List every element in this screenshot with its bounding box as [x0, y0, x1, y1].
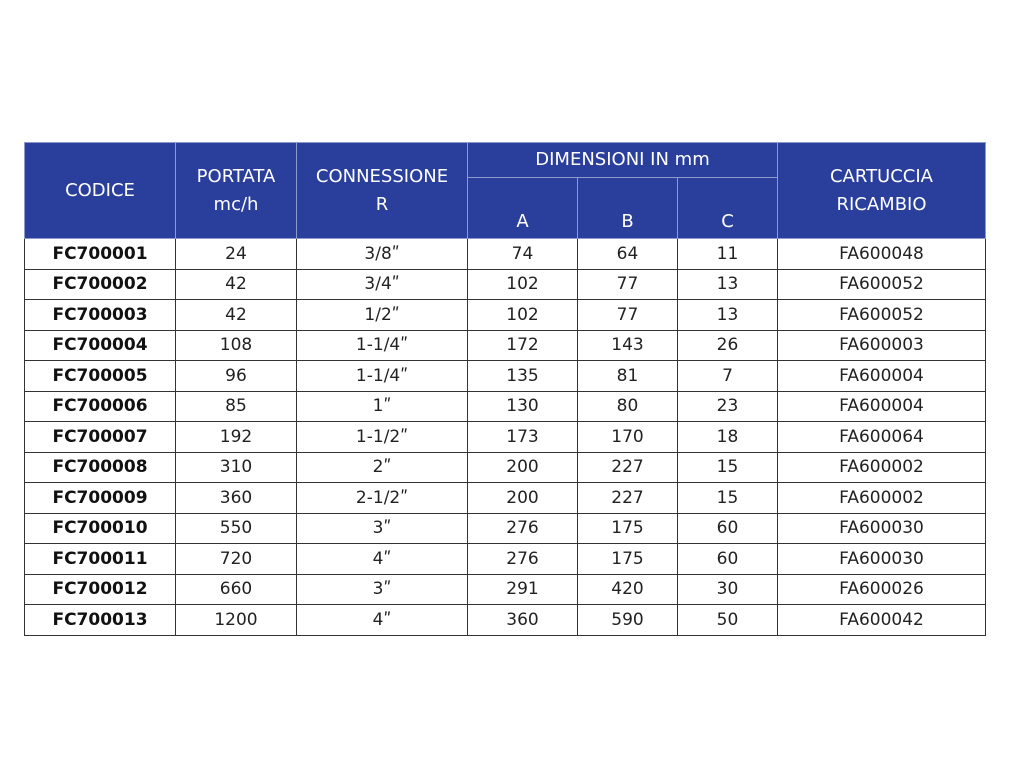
header-dim-b: B [578, 178, 678, 239]
cell-dim-c: 7 [678, 361, 778, 392]
cell-portata: 85 [176, 391, 297, 422]
header-cartuccia [778, 143, 986, 239]
cell-cartuccia: FA600030 [778, 513, 986, 544]
cell-connessione: 1ʺ [297, 391, 468, 422]
table-row [25, 269, 986, 300]
cell-dim-b: 64 [578, 239, 678, 270]
cell-connessione: 2ʺ [297, 452, 468, 483]
cell-codice: FC700011 [25, 544, 176, 575]
table-row [25, 513, 986, 544]
cell-cartuccia: FA600002 [778, 452, 986, 483]
cell-connessione: 1-1/2ʺ [297, 422, 468, 453]
cell-dim-c: 23 [678, 391, 778, 422]
cell-cartuccia: FA600052 [778, 300, 986, 331]
cell-connessione: 3/8ʺ [297, 239, 468, 270]
cell-cartuccia: FA600003 [778, 330, 986, 361]
cell-dim-a: 102 [468, 300, 578, 331]
cell-codice: FC700002 [25, 269, 176, 300]
cell-dim-c: 15 [678, 452, 778, 483]
cell-connessione: 3ʺ [297, 513, 468, 544]
cell-codice: FC700008 [25, 452, 176, 483]
header-dim-a: A [468, 178, 578, 239]
header-portata [176, 143, 297, 239]
cell-codice: FC700004 [25, 330, 176, 361]
cell-connessione: 4ʺ [297, 544, 468, 575]
cell-dim-b: 227 [578, 483, 678, 514]
cell-portata: 660 [176, 574, 297, 605]
table-row [25, 361, 986, 392]
cell-dim-a: 74 [468, 239, 578, 270]
cell-dim-a: 276 [468, 544, 578, 575]
cell-dim-b: 77 [578, 300, 678, 331]
table-row [25, 422, 986, 453]
cell-connessione: 3ʺ [297, 574, 468, 605]
cell-codice: FC700013 [25, 605, 176, 636]
header-cartuccia-line1: CARTUCCIA [829, 165, 933, 187]
header-connessione-line1: CONNESSIONE [315, 165, 449, 187]
cell-portata: 550 [176, 513, 297, 544]
table-row [25, 452, 986, 483]
cell-cartuccia: FA600004 [778, 391, 986, 422]
header-portata-line2: mc/h [213, 193, 259, 215]
cell-codice: FC700006 [25, 391, 176, 422]
cell-portata: 96 [176, 361, 297, 392]
cell-cartuccia: FA600030 [778, 544, 986, 575]
cell-cartuccia: FA600064 [778, 422, 986, 453]
cell-portata: 42 [176, 269, 297, 300]
header-dim-c: C [678, 178, 778, 239]
header-connessione-line2: R [375, 193, 389, 215]
cell-dim-c: 18 [678, 422, 778, 453]
cell-dim-c: 26 [678, 330, 778, 361]
table-row [25, 391, 986, 422]
table-row [25, 300, 986, 331]
cell-dim-a: 102 [468, 269, 578, 300]
cell-dim-c: 50 [678, 605, 778, 636]
cell-codice: FC700001 [25, 239, 176, 270]
cell-dim-c: 60 [678, 513, 778, 544]
cell-dim-c: 11 [678, 239, 778, 270]
cell-dim-c: 60 [678, 544, 778, 575]
cell-connessione: 1-1/4ʺ [297, 361, 468, 392]
table-row [25, 574, 986, 605]
cell-dim-b: 227 [578, 452, 678, 483]
cell-cartuccia: FA600002 [778, 483, 986, 514]
cell-dim-b: 81 [578, 361, 678, 392]
header-cartuccia-line2: RICAMBIO [836, 193, 927, 215]
table-row [25, 483, 986, 514]
cell-portata: 108 [176, 330, 297, 361]
cell-dim-c: 13 [678, 300, 778, 331]
cell-dim-b: 420 [578, 574, 678, 605]
cell-portata: 1200 [176, 605, 297, 636]
cell-connessione: 2-1/2ʺ [297, 483, 468, 514]
cell-dim-a: 130 [468, 391, 578, 422]
cell-codice: FC700005 [25, 361, 176, 392]
table-header [25, 143, 986, 239]
cell-dim-a: 173 [468, 422, 578, 453]
cell-portata: 192 [176, 422, 297, 453]
cell-connessione: 3/4ʺ [297, 269, 468, 300]
table-body [25, 239, 986, 636]
cell-cartuccia: FA600026 [778, 574, 986, 605]
cell-portata: 24 [176, 239, 297, 270]
product-spec-table [24, 142, 986, 636]
table-row [25, 239, 986, 270]
cell-dim-b: 175 [578, 544, 678, 575]
cell-codice: FC700010 [25, 513, 176, 544]
header-connessione [297, 143, 468, 239]
cell-dim-b: 170 [578, 422, 678, 453]
cell-dim-a: 135 [468, 361, 578, 392]
cell-dim-a: 360 [468, 605, 578, 636]
header-portata-line1: PORTATA [196, 165, 276, 187]
cell-dim-a: 200 [468, 452, 578, 483]
cell-dim-b: 175 [578, 513, 678, 544]
cell-dim-b: 77 [578, 269, 678, 300]
cell-dim-c: 15 [678, 483, 778, 514]
cell-codice: FC700012 [25, 574, 176, 605]
cell-codice: FC700007 [25, 422, 176, 453]
cell-dim-a: 200 [468, 483, 578, 514]
cell-portata: 360 [176, 483, 297, 514]
cell-cartuccia: FA600048 [778, 239, 986, 270]
cell-dim-b: 143 [578, 330, 678, 361]
table-row [25, 330, 986, 361]
cell-codice: FC700009 [25, 483, 176, 514]
cell-dim-b: 80 [578, 391, 678, 422]
header-codice: CODICE [25, 143, 176, 239]
cell-portata: 720 [176, 544, 297, 575]
cell-codice: FC700003 [25, 300, 176, 331]
cell-dim-a: 172 [468, 330, 578, 361]
cell-connessione: 4ʺ [297, 605, 468, 636]
cell-connessione: 1/2ʺ [297, 300, 468, 331]
cell-cartuccia: FA600004 [778, 361, 986, 392]
cell-dim-b: 590 [578, 605, 678, 636]
cell-dim-c: 13 [678, 269, 778, 300]
table-row [25, 544, 986, 575]
cell-cartuccia: FA600052 [778, 269, 986, 300]
cell-dim-a: 291 [468, 574, 578, 605]
cell-dim-a: 276 [468, 513, 578, 544]
cell-cartuccia: FA600042 [778, 605, 986, 636]
cell-portata: 310 [176, 452, 297, 483]
table-row [25, 605, 986, 636]
cell-portata: 42 [176, 300, 297, 331]
cell-connessione: 1-1/4ʺ [297, 330, 468, 361]
header-dimensioni: DIMENSIONI IN mm [468, 143, 778, 178]
cell-dim-c: 30 [678, 574, 778, 605]
